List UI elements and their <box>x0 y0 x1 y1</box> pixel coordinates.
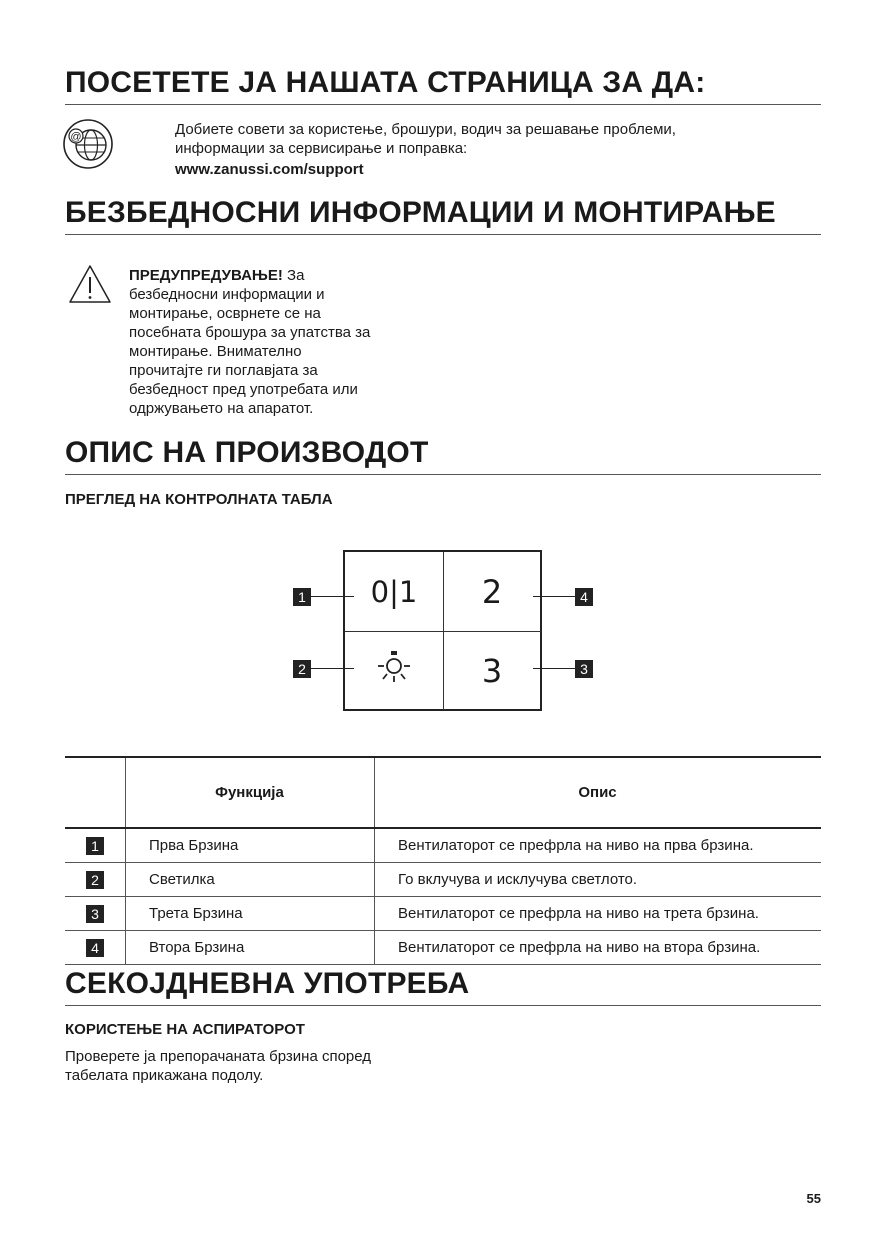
svg-text:@: @ <box>70 131 82 143</box>
table-row: 3 Трета Брзина Вентилаторот се префрла на ниво на трета брзина. <box>65 897 821 931</box>
function-table <box>65 756 821 965</box>
header-function: Функција <box>126 757 375 828</box>
callout-2: 2 <box>293 660 311 678</box>
support-url[interactable]: www.zanussi.com/support <box>175 161 364 178</box>
control-panel-subheading: ПРЕГЛЕД НА КОНТРОЛНАТА ТАБЛА <box>65 491 333 508</box>
power-button[interactable]: 0|1 <box>345 552 444 632</box>
table-row: 1 Прва Брзина Вентилаторот се префрла на ниво на прва брзина. <box>65 828 821 863</box>
hood-usage-subheading: КОРИСТЕЊЕ НА АСПИРАТОРОТ <box>65 1021 305 1038</box>
lamp-icon <box>377 650 411 692</box>
callout-1: 1 <box>293 588 311 606</box>
row-number-badge: 1 <box>86 837 104 855</box>
visit-heading: ПОСЕТЕТЕ ЈА НАШАТА СТРАНИЦА ЗА ДА: <box>65 66 821 105</box>
speed-3-button[interactable]: 3 <box>481 651 503 690</box>
page-number: 55 <box>806 1191 821 1206</box>
light-button[interactable] <box>345 631 444 710</box>
daily-heading: СЕКОЈДНЕВНА УПОТРЕБА <box>65 967 821 1006</box>
warning-triangle-icon <box>68 264 112 304</box>
daily-text: Проверете ја препорачаната брзина според табелата прикажана подолу. <box>65 1048 372 1084</box>
product-heading: ОПИС НА ПРОИЗВОДОТ <box>65 436 821 475</box>
speed-2-button[interactable]: 2 <box>443 552 541 632</box>
table-header-row <box>65 757 821 828</box>
header-description: Опис <box>375 757 822 828</box>
row-number-badge: 3 <box>86 905 104 923</box>
safety-heading: БЕЗБЕДНОСНИ ИНФОРМАЦИИ И МОНТИРАЊЕ <box>65 196 821 235</box>
warning-label: ПРЕДУПРЕДУВАЊЕ! <box>129 267 283 284</box>
callout-4: 4 <box>575 588 593 606</box>
callout-1-leader <box>311 596 354 597</box>
row-number-badge: 4 <box>86 939 104 957</box>
visit-text <box>175 120 676 179</box>
callout-4-leader <box>533 596 575 597</box>
callout-2-leader <box>311 668 354 669</box>
table-row: 2 Светилка Го вклучува и исклучува светлото. <box>65 863 821 897</box>
control-panel-diagram <box>343 550 542 711</box>
table-row: 4 Втора Брзина Вентилаторот се префрла на ниво на втора брзина. <box>65 931 821 965</box>
callout-3: 3 <box>575 660 593 678</box>
visit-text-line-1: Добиете совети за користење, брошури, водич за решавање проблеми, <box>175 121 676 138</box>
callout-3-leader <box>533 668 575 669</box>
row-number-badge: 2 <box>86 871 104 889</box>
warning-text: ПРЕДУПРЕДУВАЊЕ! За безбедносни информации и монтирање, осврнете се на посебната брошура за упатства за монтирање. Внимателно прочитајте ги поглавјата за безбедност пред употребата или одржувањето на апаратот. <box>129 267 371 417</box>
globe-at-icon <box>62 118 114 170</box>
visit-text-line-2: информации за сервисирање и поправка: <box>175 140 468 157</box>
